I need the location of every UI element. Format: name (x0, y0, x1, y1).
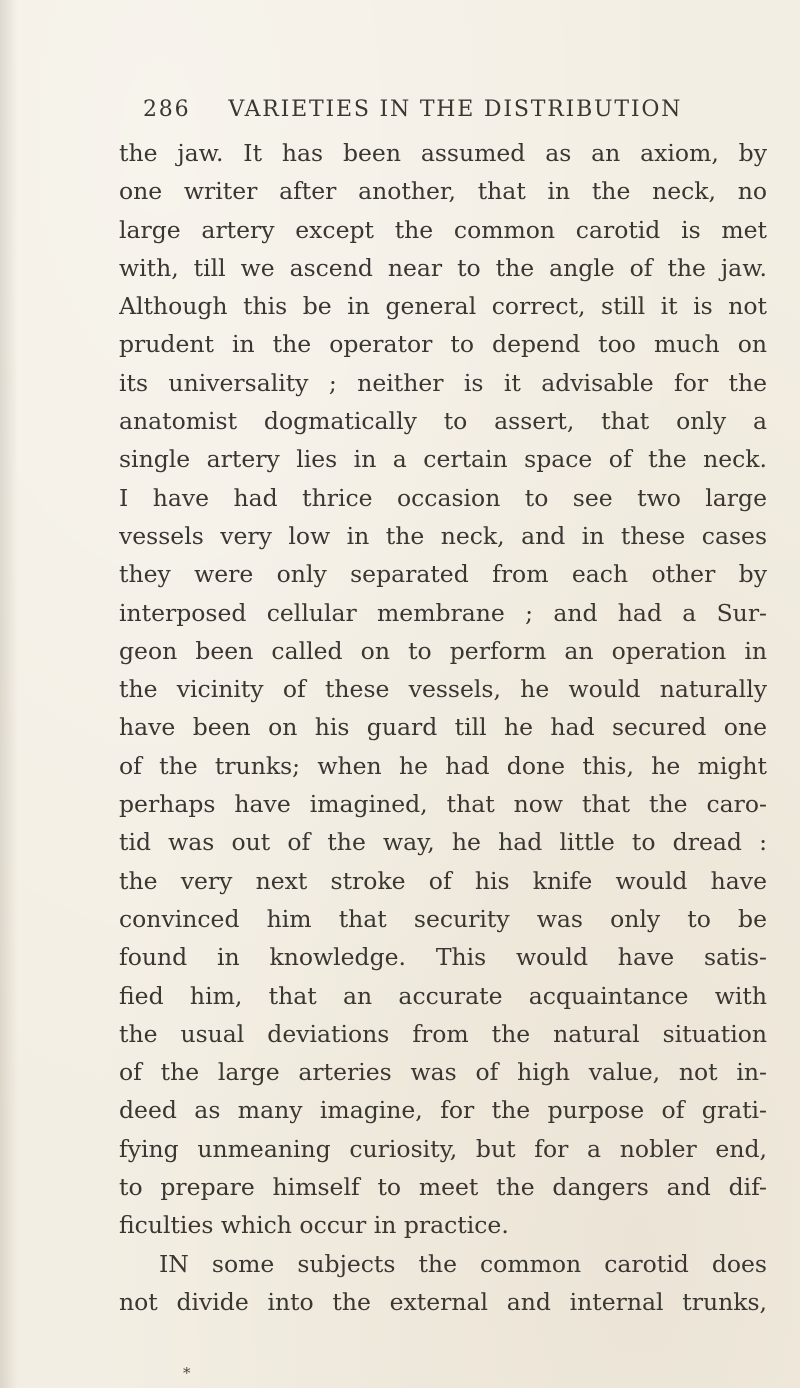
text-line: its universality ; neither is it advisable for the (119, 368, 767, 397)
paragraph-end-line: ficulties which occur in practice. (119, 1211, 509, 1240)
text-line: of the trunks; when he had done this, he might (119, 751, 767, 780)
text-line: I have had thrice occasion to see two large (119, 483, 767, 512)
signature-mark: * (183, 1364, 191, 1382)
page-number: 286 (143, 97, 191, 122)
running-title: VARIETIES IN THE DISTRIBUTION (228, 97, 683, 122)
body-text (119, 134, 767, 1321)
text-line: not divide into the external and internal trunks, (119, 1287, 767, 1316)
text-line: to prepare himself to meet the dangers and dif- (119, 1173, 767, 1202)
text-line: tid was out of the way, he had little to dread : (119, 828, 767, 857)
text-line: of the large arteries was of high value, not in- (119, 1058, 767, 1087)
text-line: the vicinity of these vessels, he would naturally (119, 675, 767, 704)
text-line: vessels very low in the neck, and in these cases (119, 521, 767, 550)
text-line: fying unmeaning curiosity, but for a nobler end, (119, 1134, 767, 1163)
text-line: convinced him that security was only to be (119, 904, 767, 933)
paragraph-start-line: IN some subjects the common carotid does (159, 1249, 767, 1278)
text-line: prudent in the operator to depend too much on (119, 330, 767, 359)
text-line: fied him, that an accurate acquaintance with (119, 981, 767, 1010)
text-line: geon been called on to perform an operation in (119, 636, 767, 665)
text-line: anatomist dogmatically to assert, that only a (119, 407, 767, 436)
text-line: perhaps have imagined, that now that the caro- (119, 790, 767, 819)
text-line: single artery lies in a certain space of the neck. (119, 445, 767, 474)
page-edge-shadow (0, 0, 18, 1388)
text-line: the usual deviations from the natural situation (119, 1019, 767, 1048)
text-line: found in knowledge. This would have satis- (119, 943, 767, 972)
text-line: the jaw. It has been assumed as an axiom, by (119, 139, 767, 167)
text-line: one writer after another, that in the neck, no (119, 177, 767, 206)
text-line: Although this be in general correct, still it is not (119, 292, 767, 321)
text-line: they were only separated from each other by (119, 560, 767, 589)
text-line: the very next stroke of his knife would have (119, 866, 767, 895)
text-line: large artery except the common carotid is met (119, 215, 767, 244)
text-line: deed as many imagine, for the purpose of grati- (119, 1096, 767, 1125)
text-line: with, till we ascend near to the angle of the jaw. (119, 253, 767, 282)
text-line: interposed cellular membrane ; and had a Sur- (119, 598, 767, 627)
text-line: have been on his guard till he had secured one (119, 713, 767, 742)
running-header (143, 97, 763, 122)
